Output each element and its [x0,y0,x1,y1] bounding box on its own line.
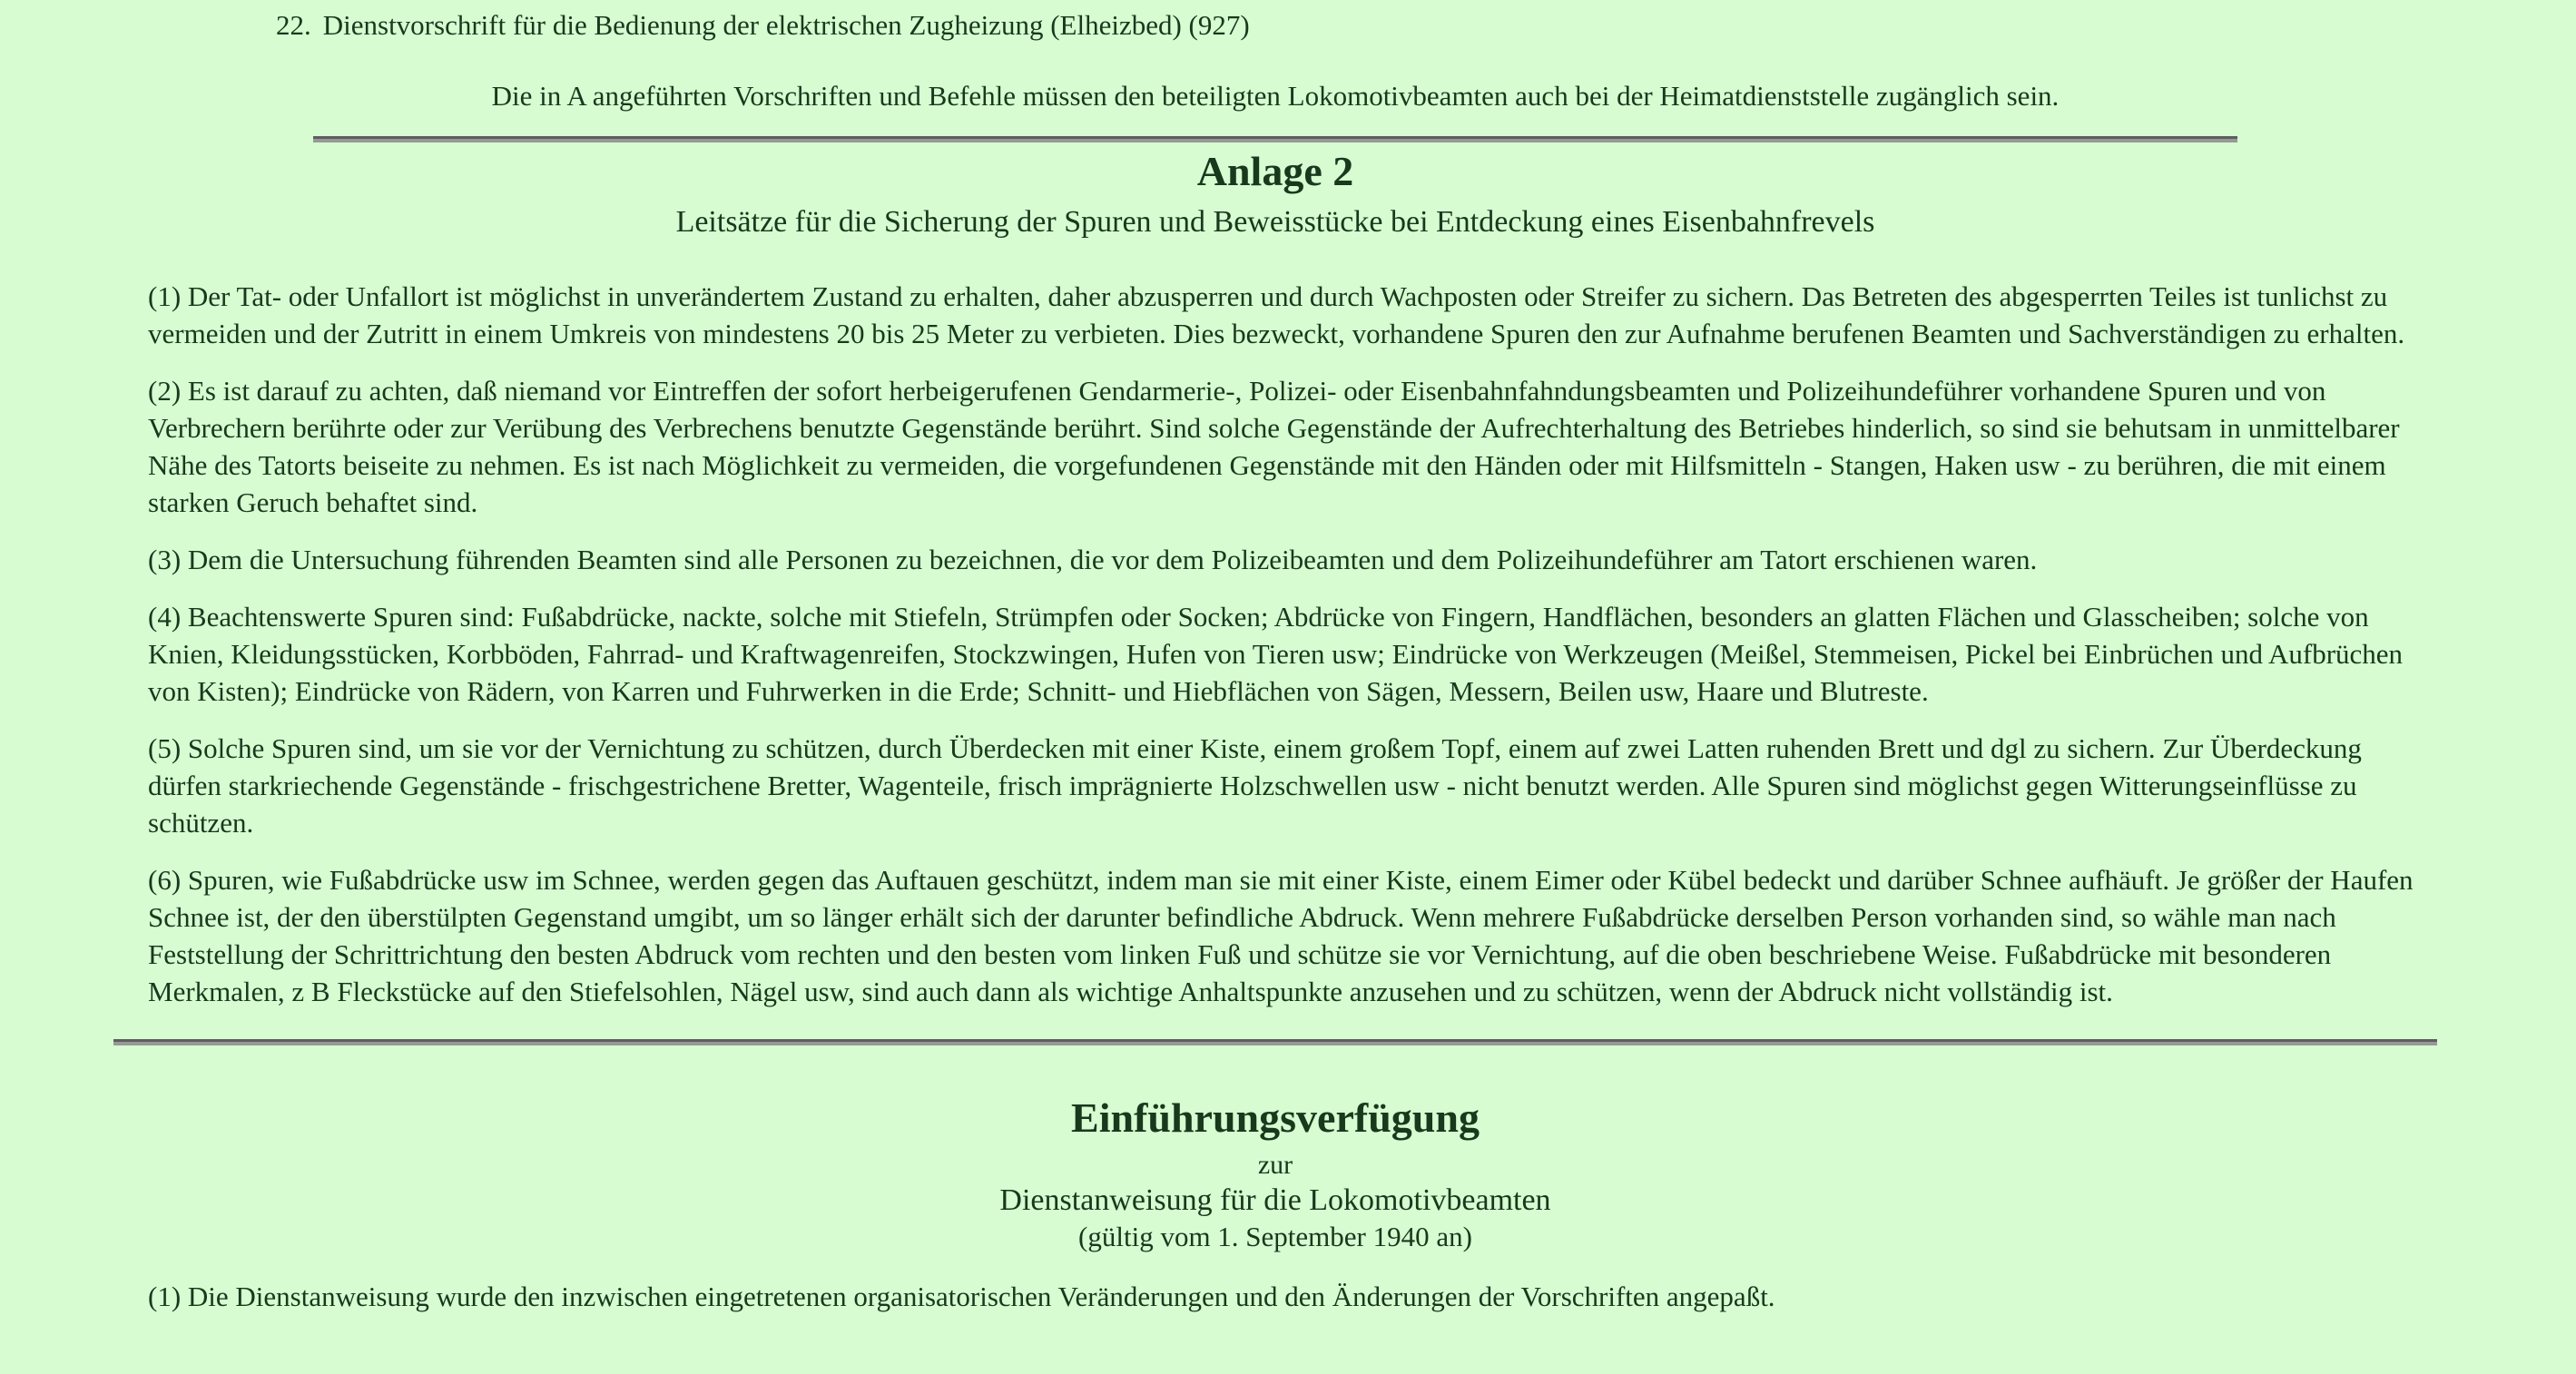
directive-item-text: Dienstvorschrift für die Bedienung der elektrischen Zugheizung (Elheizbed) (927) [322,9,1250,41]
anlage-paragraph-5: (5) Solche Spuren sind, um sie vor der Vernichtung zu schützen, durch Überdecken mit einer Kiste, einem großem Topf, einem auf zwei Latten ruhenden Brett und dgl zu sichern. Zur Überdeckung dürfen starkriechende Gegenstände - frischgestrichene Bretter, Wagenteile, frisch imprägnierte Holzschwellen usw - nicht benutzt werden. Alle Spuren sind möglichst gegen Witterungseinflüsse zu schützen. [148,732,2362,839]
anlage-paragraph-6: (6) Spuren, wie Fußabdrücke usw im Schnee, werden gegen das Auftauen geschützt, indem man sie mit einer Kiste, einem Eimer oder Kübel bedeckt und darüber Schnee aufhäuft. Je größer der Haufen Schnee ist, der den überstülpten Gegenstand umgibt, um so länger erhält sich der darunter befindliche Abdruck. Wenn mehrere Fußabdrücke derselben Person vorhanden sind, so wähle man nach Feststellung der Schrittrichtung den besten Abdruck vom rechten und den besten vom linken Fuß und schütze sie vor Vernichtung, auf die oben beschriebene Weise. Fußabdrücke mit besonderen Merkmalen, z B Fleckstücke auf den Stiefelsohlen, Nägel usw, sind auch dann als wichtige Anhaltspunkte anzusehen und zu schützen, wenn der Abdruck nicht vollständig ist. [148,864,2414,1007]
einfuehrung-zur-line: zur [1257,1150,1293,1180]
anlage-paragraph-3: (3) Dem die Untersuchung führenden Beamten sind alle Personen zu bezeichnen, die vor dem Polizeibeamten und dem Polizeihundeführer am Tatort erschienen waren. [148,544,2038,575]
page-container [113,0,2437,1315]
anlage-paragraph-1: (1) Der Tat- oder Unfallort ist möglichst in unverändertem Zustand zu erhalten, daher abzusperren und durch Wachposten oder Streifer zu sichern. Das Betreten des abgesperrten Teiles ist tunlichst zu vermeiden und der Zutritt in einem Umkreis von mindestens 20 bis 25 Meter zu verbieten. Dies bezweckt, vorhandene Spuren den zur Aufnahme berufenen Beamten und Sachverständigen zu erhalten. [148,280,2405,349]
anlage-2-subtitle: Leitsätze für die Sicherung der Spuren und Beweisstücke bei Entdeckung eines Eisenbahnfrevels [675,205,1875,239]
einfuehrung-body [113,1278,2437,1315]
einfuehrung-gueltig-line: (gültig vom 1. September 1940 an) [1078,1221,1472,1252]
section-divider-top [313,136,2237,142]
directive-item-number: 22. [276,9,311,41]
anlage-2-title: Anlage 2 [1196,148,1354,194]
directive-list-item-22 [276,7,2437,44]
anlage-paragraph-2: (2) Es ist darauf zu achten, daß niemand vor Eintreffen der sofort herbeigerufenen Gendarmerie-, Polizei- oder Eisenbahnfahndungsbeamten und Polizeihundeführer vorhandene Spuren und von Verbrechern berührte oder zur Verübung des Verbrechens benutzte Gegenstände berührt. Sind solche Gegenstände der Aufrechterhaltung des Betriebes hinderlich, so sind sie behutsam in unmittelbarer Nähe des Tatorts beiseite zu nehmen. Es ist nach Möglichkeit zu vermeiden, die vorgefundenen Gegenstände mit den Händen oder mit Hilfsmitteln - Stangen, Haken usw - zu berühren, die mit einem starken Geruch behaftet sind. [148,375,2400,518]
anlage-2-body [113,278,2437,1010]
einfuehrung-dienstanweisung-line: Dienstanweisung für die Lokomotivbeamten [999,1183,1551,1217]
availability-note: Die in A angeführten Vorschriften und Befehle müssen den beteiligten Lokomotivbeamten auch bei der Heimatdienststelle zugänglich sein. [491,80,2060,112]
anlage-paragraph-4: (4) Beachtenswerte Spuren sind: Fußabdrücke, nackte, solche mit Stiefeln, Strümpfen oder Socken; Abdrücke von Fingern, Handflächen, besonders an glatten Flächen und Glasscheiben; solche von Knien, Kleidungsstücken, Korbböden, Fahrrad- und Kraftwagenreifen, Stockzwingen, Hufen von Tieren usw; Eindrücke von Werkzeugen (Meißel, Stemmeisen, Pickel bei Einbrüchen und Aufbrüchen von Kisten); Eindrücke von Rädern, von Karren und Fuhrwerken in die Erde; Schnitt- und Hiebflächen von Sägen, Messern, Beilen usw, Haare und Blutreste. [148,601,2404,707]
einfuehrungsverfuegung-title: Einführungsverfügung [1071,1094,1480,1141]
einfuehrung-paragraph-1: (1) Die Dienstanweisung wurde den inzwischen eingetretenen organisatorischen Veränderungen und den Änderungen der Vorschriften angepaßt. [148,1281,1775,1312]
section-divider-bottom [113,1039,2437,1045]
